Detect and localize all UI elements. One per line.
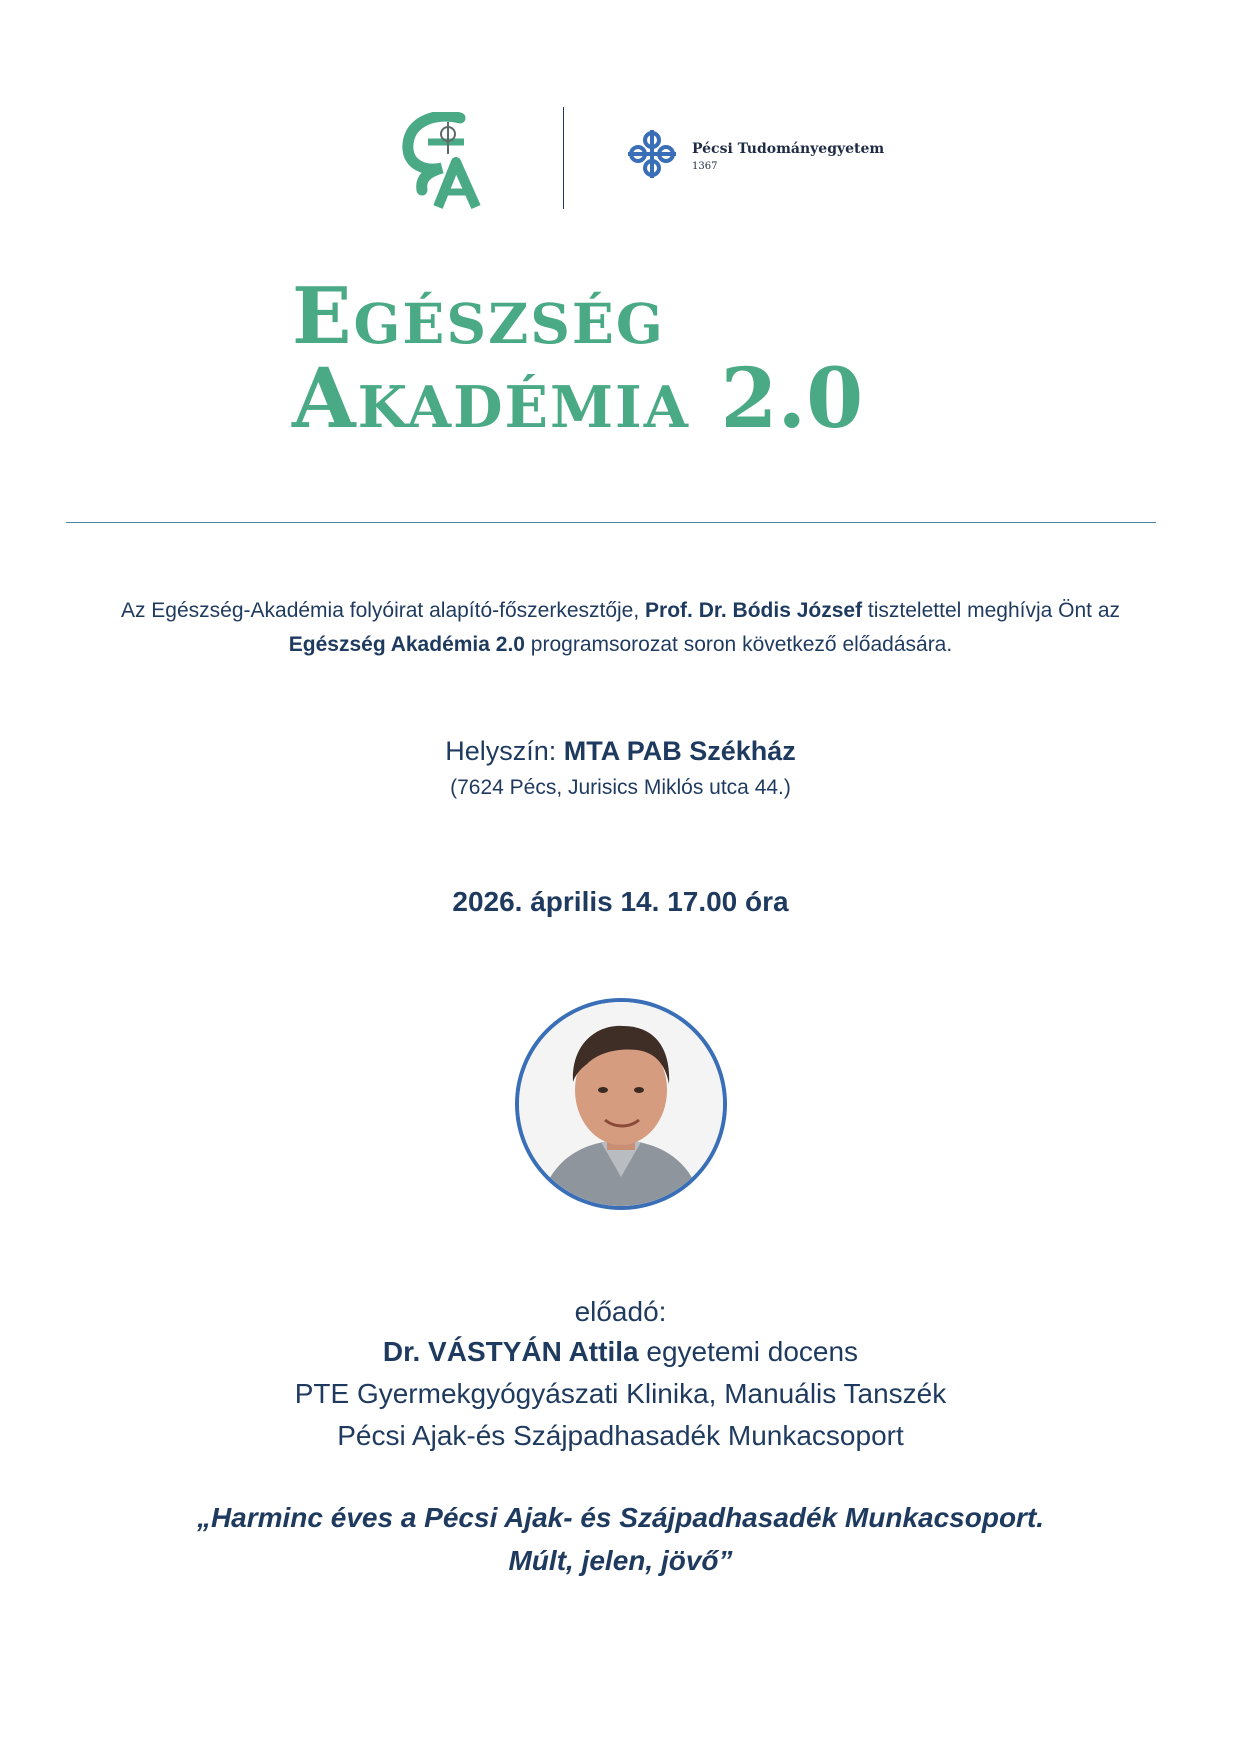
speaker-label: előadó: — [574, 1296, 667, 1327]
pte-knot-logo-icon — [626, 128, 678, 180]
venue-line — [0, 736, 1241, 767]
speaker-title: egyetemi docens — [638, 1336, 859, 1367]
speaker-portrait-icon — [515, 998, 727, 1210]
title-line2 — [292, 351, 864, 447]
speaker-department: PTE Gyermekgyógyászati Klinika, Manuális Tanszék — [294, 1378, 947, 1409]
speaker-group: Pécsi Ajak-és Szájpadhasadék Munkacsoport — [337, 1420, 904, 1451]
speaker-name: Dr. VÁSTYÁN Attila — [382, 1336, 639, 1367]
pte-year: 1367 — [692, 161, 718, 172]
title-line1: Egészség — [292, 271, 665, 362]
talk-title-line1: „Harminc éves a Pécsi Ajak- és Szájpadhasadék Munkacsoport. — [196, 1502, 1045, 1533]
talk-title-line2: Múlt, jelen, jövő” — [508, 1545, 733, 1576]
venue-name: MTA PAB Székház — [563, 736, 796, 766]
horizontal-rule — [66, 522, 1156, 523]
title-version: 2.0 — [720, 351, 864, 447]
speaker-line — [0, 1332, 1241, 1372]
editor-name: Prof. Dr. Bódis József — [645, 599, 863, 622]
pte-name: Pécsi Tudományegyetem — [692, 141, 885, 157]
intro-line2 — [0, 628, 1241, 662]
ea-monogram-logo-icon — [398, 112, 493, 212]
venue-label: Helyszín: — [445, 736, 564, 766]
intro-text: Az Egészség-Akadémia folyóirat alapító-főszerkesztője, — [120, 599, 646, 622]
intro-line1 — [0, 594, 1241, 628]
event-date: 2026. április 14. 17.00 óra — [452, 886, 789, 917]
intro-text: programsorozat soron következő előadására. — [524, 633, 953, 656]
venue-address: (7624 Pécs, Jurisics Miklós utca 44.) — [450, 776, 791, 799]
intro-text: tisztelettel meghívja Önt az — [862, 599, 1121, 622]
header-divider — [563, 107, 564, 209]
portrait-illustration — [519, 1002, 723, 1206]
program-name: Egészség Akadémia 2.0 — [288, 633, 525, 656]
title-word: Akadémia — [292, 351, 690, 447]
